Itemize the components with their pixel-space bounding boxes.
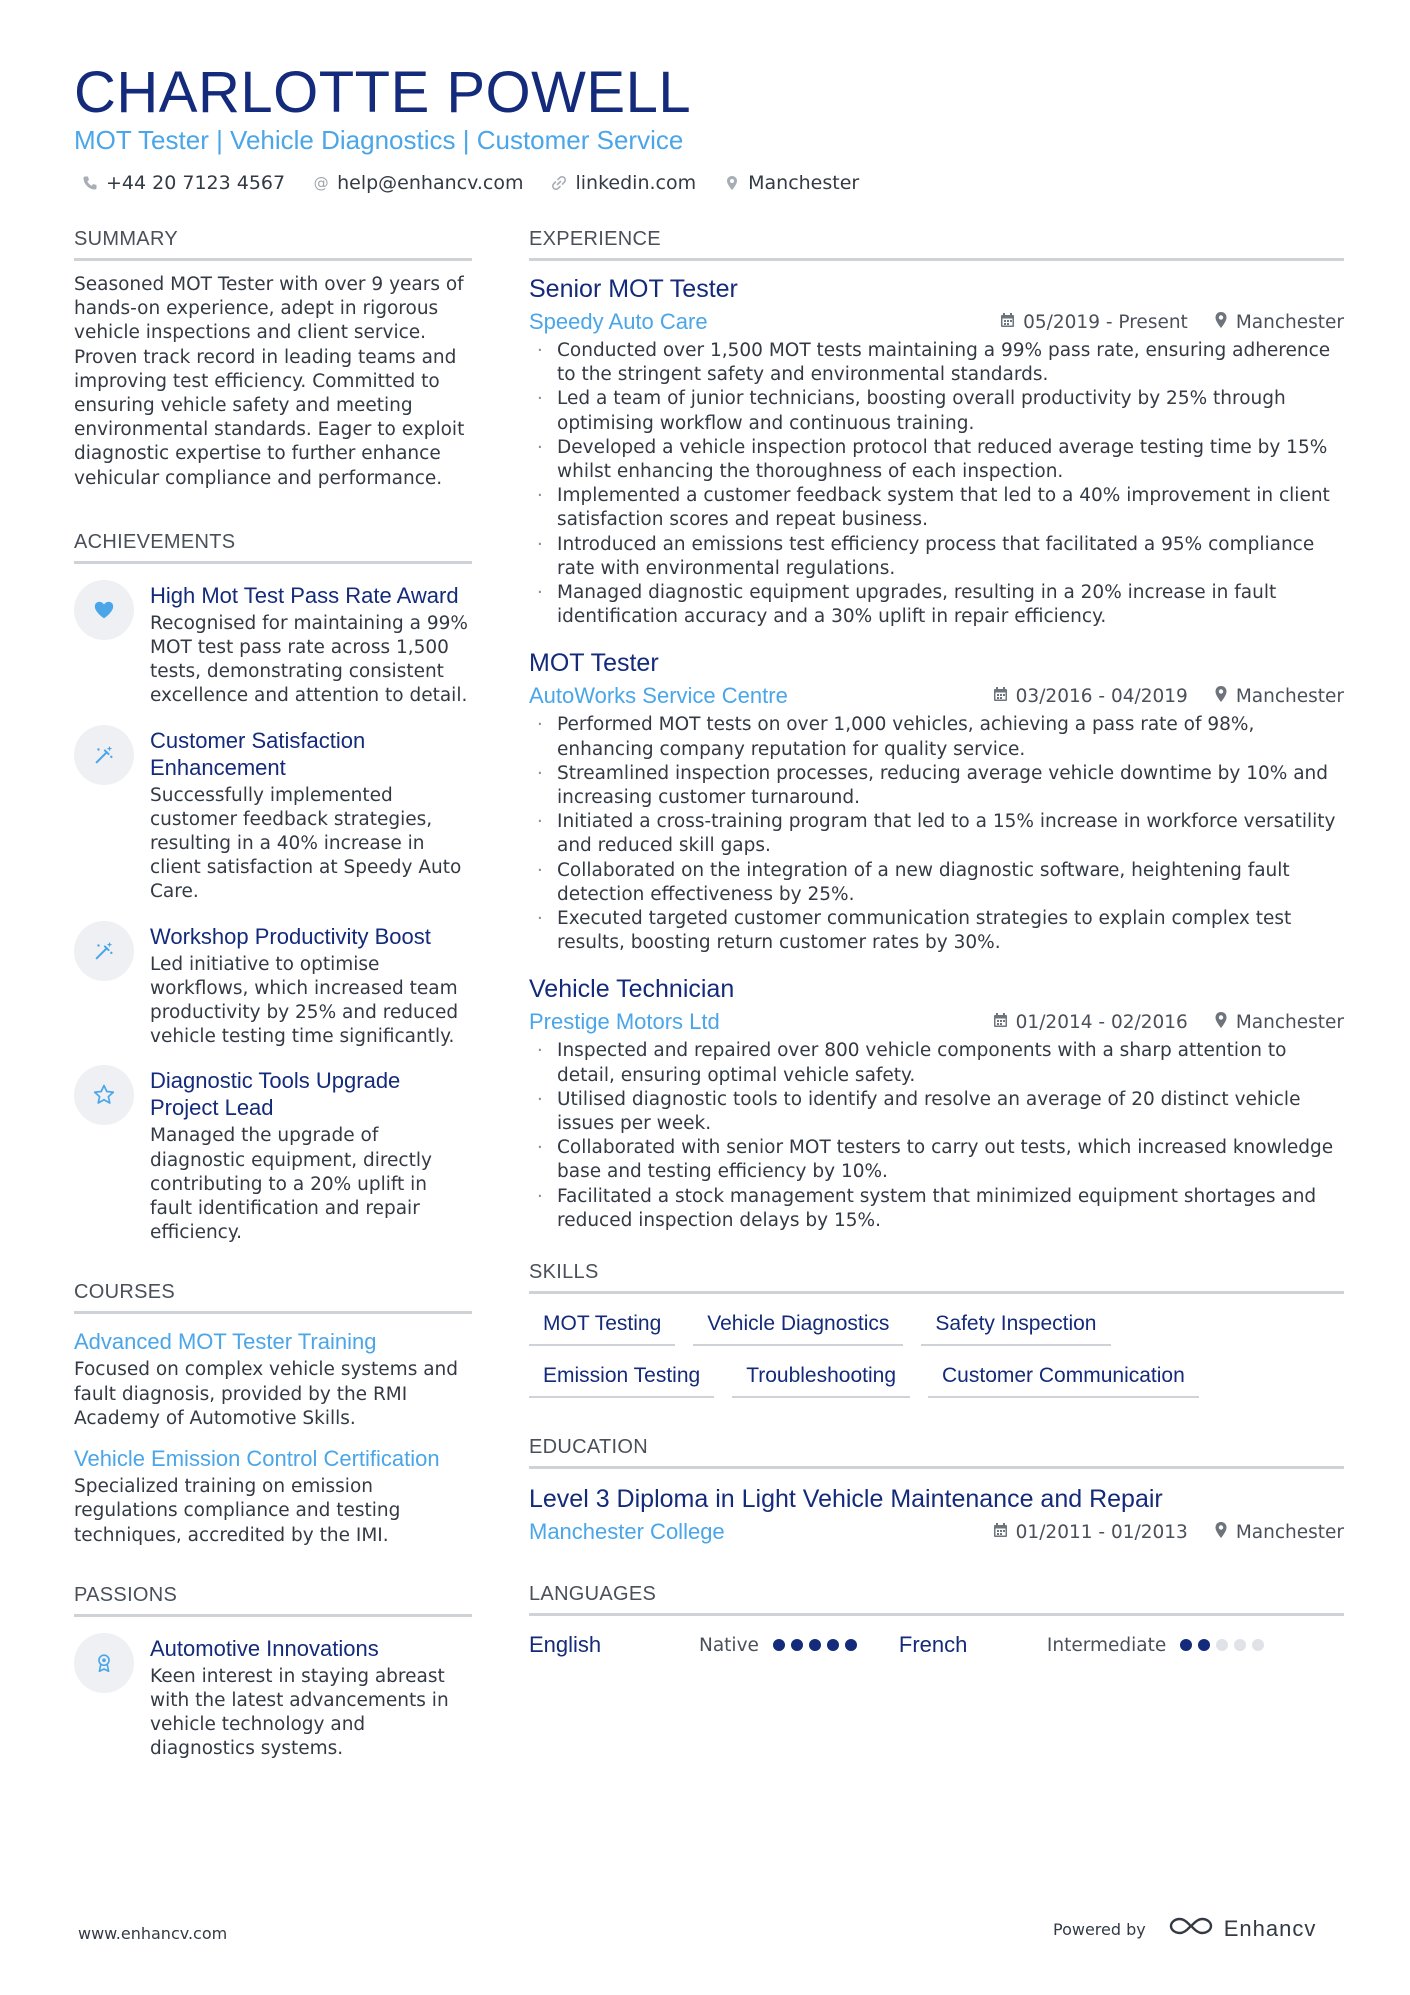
list-item: · Led a team of junior technicians, boosting overall productivity by 25% through optimising workflow and continuous training. bbox=[529, 387, 1344, 435]
wand-icon bbox=[74, 725, 134, 785]
achievement-title: Workshop Productivity Boost bbox=[150, 923, 431, 949]
right-column bbox=[529, 226, 1344, 1660]
phone-text: +44 20 7123 4567 bbox=[106, 172, 286, 194]
achievement-text: Successfully implemented customer feedback strategies, resulting in a 40% increase in client satisfaction at Speedy Auto Care. bbox=[150, 784, 462, 903]
summary-section bbox=[74, 226, 472, 491]
contact-phone[interactable] bbox=[82, 170, 285, 196]
job-entry bbox=[529, 647, 1344, 955]
rating-dot-empty bbox=[1216, 1639, 1228, 1651]
language-level: Intermediate bbox=[1046, 1634, 1167, 1656]
contact-linkedin[interactable] bbox=[551, 170, 696, 196]
language-rating bbox=[1180, 1639, 1264, 1651]
rating-dot-empty bbox=[1234, 1639, 1246, 1651]
course-title: Advanced MOT Tester Training bbox=[74, 1329, 377, 1355]
calendar-icon bbox=[993, 1522, 1008, 1543]
contact-bar bbox=[82, 170, 859, 196]
education-dates: 01/2011 - 01/2013 bbox=[1015, 1521, 1188, 1543]
skill-tag: Emission Testing bbox=[529, 1358, 714, 1398]
job-bullets bbox=[529, 339, 1344, 629]
course-text: Focused on complex vehicle systems and fault diagnosis, provided by the RMI Academy of Automotive Skills. bbox=[74, 1359, 459, 1429]
skill-tag: MOT Testing bbox=[529, 1306, 675, 1346]
course-text: Specialized training on emission regulations compliance and testing techniques, accredited by the IMI. bbox=[74, 1476, 401, 1546]
achievements-heading: ACHIEVEMENTS bbox=[74, 529, 472, 564]
job-entry bbox=[529, 973, 1344, 1233]
language-name: French bbox=[898, 1632, 968, 1658]
list-item: · Introduced an emissions test efficiency process that facilitated a 95% compliance rate with environmental regulations. bbox=[529, 533, 1344, 581]
degree-title: Level 3 Diploma in Light Vehicle Maintenance and Repair bbox=[529, 1485, 1163, 1514]
courses-heading: COURSES bbox=[74, 1279, 472, 1314]
achievement-text: Managed the upgrade of diagnostic equipment, directly contributing to a 20% uplift in fault identification and repair efficiency. bbox=[150, 1125, 432, 1244]
wand-icon bbox=[74, 921, 134, 981]
passions-section bbox=[74, 1582, 472, 1762]
rating-dot-filled bbox=[827, 1639, 839, 1651]
education-heading: EDUCATION bbox=[529, 1434, 1344, 1469]
achievement-item bbox=[74, 727, 472, 905]
course-title: Vehicle Emission Control Certification bbox=[74, 1446, 440, 1472]
job-bullets bbox=[529, 713, 1344, 955]
linkedin-text: linkedin.com bbox=[575, 172, 697, 194]
company-name: AutoWorks Service Centre bbox=[529, 683, 788, 709]
rating-dot-filled bbox=[773, 1639, 785, 1651]
job-title: MOT Tester bbox=[529, 649, 659, 678]
company-name: Speedy Auto Care bbox=[529, 309, 708, 334]
job-location: Manchester bbox=[1235, 685, 1344, 707]
list-item: · Managed diagnostic equipment upgrades, resulting in a 20% increase in fault identification accuracy and a 30% uplift in repair efficiency. bbox=[529, 581, 1344, 629]
skill-tag: Safety Inspection bbox=[921, 1306, 1110, 1346]
location-text: Manchester bbox=[748, 172, 860, 194]
link-icon bbox=[551, 175, 567, 191]
passions-heading: PASSIONS bbox=[74, 1582, 472, 1617]
achievement-title: High Mot Test Pass Rate Award bbox=[150, 582, 459, 608]
list-item: · Implemented a customer feedback system that led to a 40% improvement in client satisfaction scores and repeat business. bbox=[529, 484, 1344, 532]
job-location: Manchester bbox=[1235, 1011, 1344, 1033]
candidate-name: CHARLOTTE POWELL bbox=[74, 60, 692, 125]
star-icon bbox=[74, 1065, 134, 1125]
rating-dot-filled bbox=[845, 1639, 857, 1651]
experience-section bbox=[529, 226, 1344, 1233]
heart-icon bbox=[74, 580, 134, 640]
left-column bbox=[74, 226, 472, 1762]
location-pin-icon bbox=[1214, 1521, 1228, 1544]
achievement-item bbox=[74, 1067, 472, 1245]
enhancv-logo-icon bbox=[1168, 1914, 1214, 1944]
education-section bbox=[529, 1434, 1344, 1547]
list-item: · Executed targeted customer communication strategies to explain complex test results, boosting return customer rates by 30%. bbox=[529, 907, 1344, 955]
passion-title: Automotive Innovations bbox=[150, 1635, 379, 1661]
location-pin-icon bbox=[724, 175, 740, 191]
passion-text: Keen interest in staying abreast with the latest advancements in vehicle technology and diagnostics systems. bbox=[150, 1665, 449, 1760]
company-name: Prestige Motors Ltd bbox=[529, 1009, 720, 1035]
contact-email[interactable] bbox=[313, 170, 523, 196]
achievement-item bbox=[74, 923, 472, 1050]
skill-tag: Troubleshooting bbox=[732, 1358, 910, 1398]
list-item: · Collaborated on the integration of a new diagnostic software, heightening fault detection effectiveness by 25%. bbox=[529, 859, 1344, 907]
list-item: · Initiated a cross-training program that led to a 15% increase in workforce versatility and reduced skill gaps. bbox=[529, 810, 1344, 858]
courses-section bbox=[74, 1279, 472, 1547]
language-level: Native bbox=[699, 1634, 759, 1656]
calendar-icon bbox=[993, 686, 1008, 707]
skill-tag: Vehicle Diagnostics bbox=[693, 1306, 903, 1346]
summary-heading: SUMMARY bbox=[74, 226, 472, 261]
achievement-title: Customer Satisfaction Enhancement bbox=[150, 727, 366, 780]
job-dates: 05/2019 - Present bbox=[1023, 311, 1188, 333]
location-pin-icon bbox=[1214, 311, 1228, 334]
at-icon: @ bbox=[313, 174, 329, 192]
job-location: Manchester bbox=[1235, 311, 1344, 333]
rating-dot-filled bbox=[1198, 1639, 1210, 1651]
list-item: · Collaborated with senior MOT testers to carry out tests, which increased knowledge base and testing efficiency by 10%. bbox=[529, 1136, 1344, 1184]
achievement-title: Diagnostic Tools Upgrade Project Lead bbox=[150, 1068, 401, 1121]
list-item: · Facilitated a stock management system that minimized equipment shortages and reduced inspection delays by 15%. bbox=[529, 1185, 1344, 1233]
summary-text: Seasoned MOT Tester with over 9 years of hands-on experience, adept in rigorous vehicle inspections and client service. Proven track record in leading teams and improving test efficiency. Committed to ensuring vehicle safety and meeting environmental standards. Eager to exploit diagnostic expertise to further enhance vehicular compliance and performance. bbox=[74, 274, 465, 489]
language-name: English bbox=[529, 1632, 602, 1658]
passion-item bbox=[74, 1635, 472, 1762]
school-name: Manchester College bbox=[529, 1519, 725, 1545]
skills-heading: SKILLS bbox=[529, 1259, 1344, 1294]
achievement-text: Led initiative to optimise workflows, which increased team productivity by 25% and reduced vehicle testing time significantly. bbox=[150, 953, 459, 1048]
rating-dot-filled bbox=[1180, 1639, 1192, 1651]
job-entry bbox=[529, 273, 1344, 629]
language-rating bbox=[773, 1639, 857, 1651]
achievements-section bbox=[74, 529, 472, 1246]
list-item: · Conducted over 1,500 MOT tests maintaining a 99% pass rate, ensuring adherence to the stringent safety and environmental standards. bbox=[529, 339, 1344, 387]
phone-icon bbox=[82, 175, 98, 191]
candidate-title: MOT Tester | Vehicle Diagnostics | Customer Service bbox=[74, 125, 684, 155]
course-item bbox=[74, 1328, 472, 1431]
rating-dot-filled bbox=[791, 1639, 803, 1651]
course-item bbox=[74, 1445, 472, 1548]
skill-tag: Customer Communication bbox=[928, 1358, 1199, 1398]
list-item: · Performed MOT tests on over 1,000 vehicles, achieving a pass rate of 98%, enhancing company reputation for quality service. bbox=[529, 713, 1344, 761]
rating-dot-filled bbox=[809, 1639, 821, 1651]
experience-heading: EXPERIENCE bbox=[529, 226, 1344, 261]
skills-section bbox=[529, 1259, 1344, 1398]
list-item: · Streamlined inspection processes, reducing average vehicle downtime by 10% and increasing customer turnaround. bbox=[529, 762, 1344, 810]
list-item: · Developed a vehicle inspection protocol that reduced average testing time by 15% whilst enhancing the thoroughness of each inspection. bbox=[529, 436, 1344, 484]
achievement-text: Recognised for maintaining a 99% MOT test pass rate across 1,500 tests, demonstrating consistent excellence and attention to detail. bbox=[150, 612, 468, 707]
email-text: help@enhancv.com bbox=[337, 172, 524, 194]
list-item: · Inspected and repaired over 800 vehicle components with a sharp attention to detail, ensuring optimal vehicle safety. bbox=[529, 1039, 1344, 1087]
job-title: Vehicle Technician bbox=[529, 975, 735, 1004]
education-location: Manchester bbox=[1235, 1521, 1344, 1543]
footer-website[interactable]: www.enhancv.com bbox=[78, 1924, 228, 1943]
job-title: Senior MOT Tester bbox=[529, 275, 738, 303]
footer-brand bbox=[1053, 1914, 1316, 1944]
rating-dot-empty bbox=[1252, 1639, 1264, 1651]
languages-heading: LANGUAGES bbox=[529, 1581, 1344, 1616]
contact-location bbox=[724, 170, 859, 196]
achievement-item bbox=[74, 582, 472, 709]
award-icon bbox=[74, 1633, 134, 1693]
brand-name: Enhancv bbox=[1223, 1916, 1317, 1941]
languages-section bbox=[529, 1581, 1344, 1660]
job-dates: 03/2016 - 04/2019 bbox=[1015, 685, 1188, 707]
location-pin-icon bbox=[1214, 685, 1228, 708]
calendar-icon bbox=[993, 1012, 1008, 1033]
calendar-icon bbox=[1000, 312, 1015, 333]
job-dates: 01/2014 - 02/2016 bbox=[1015, 1011, 1188, 1033]
location-pin-icon bbox=[1214, 1011, 1228, 1034]
powered-by-text: Powered by bbox=[1053, 1919, 1146, 1939]
list-item: · Utilised diagnostic tools to identify and resolve an average of 20 distinct vehicle issues per week. bbox=[529, 1088, 1344, 1136]
job-bullets bbox=[529, 1039, 1344, 1233]
